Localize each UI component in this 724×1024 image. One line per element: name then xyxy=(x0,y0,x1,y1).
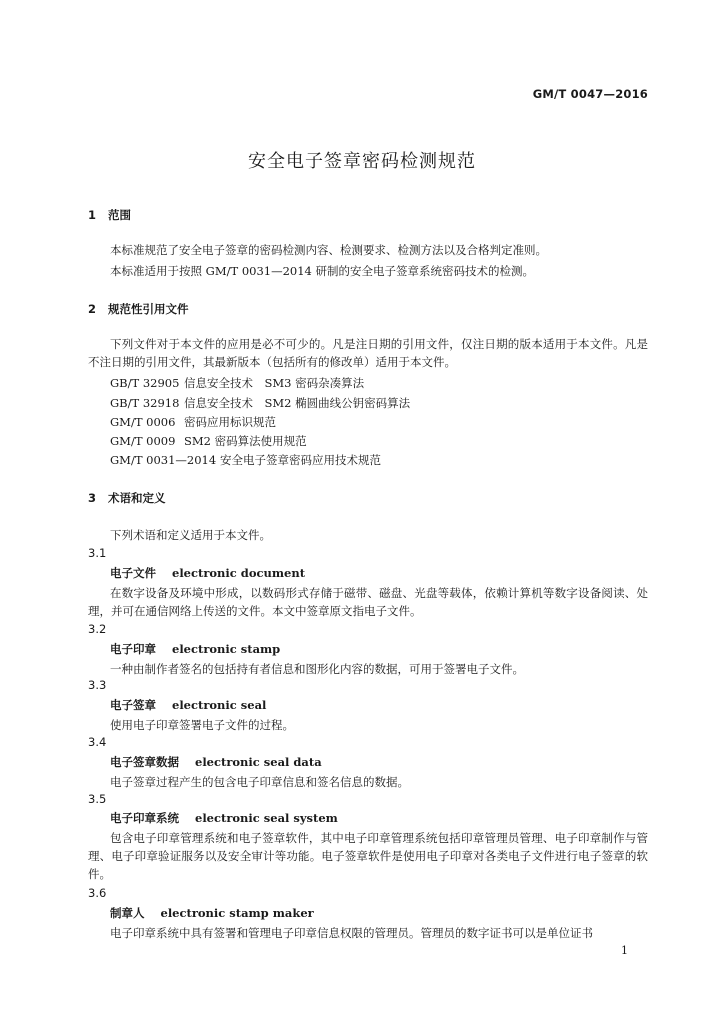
reference-code: GM/T 0006 xyxy=(110,415,176,429)
section-title: 范围 xyxy=(108,208,131,222)
reference-item xyxy=(110,414,276,430)
clause-number: 3.6 xyxy=(88,886,107,900)
term-definition: 一种由制作者签名的包括持有者信息和图形化内容的数据，可用于签署电子文件。 xyxy=(110,662,524,676)
term-en: electronic seal xyxy=(172,698,267,712)
term-en: electronic document xyxy=(172,566,306,580)
term-definition: 电子签章过程产生的包含电子印章信息和签名信息的数据。 xyxy=(110,775,409,789)
term-definition: 使用电子印章签署电子文件的过程。 xyxy=(110,718,294,732)
term-heading xyxy=(110,810,338,826)
reference-item xyxy=(110,375,364,391)
section-heading-scope xyxy=(88,207,131,223)
term-definition: 包含电子印章管理系统和电子签章软件，其中电子印章管理系统包括印章管理员管理、电子印章制作与管理、电子印章验证服务以及安全审计等功能。电子签章软件是使用电子印章对各类电子文件进行电子签章的软件。 xyxy=(88,831,648,881)
section-heading-terms xyxy=(88,490,166,506)
reference-name: 信息安全技术 SM3 密码杂凑算法 xyxy=(184,376,365,390)
reference-name: 安全电子签章密码应用技术规范 xyxy=(220,453,381,467)
section-title: 术语和定义 xyxy=(108,491,166,505)
clause-number: 3.4 xyxy=(88,735,107,749)
section-number: 2 xyxy=(88,302,97,316)
term-definition: 电子印章系统中具有签署和管理电子印章信息权限的管理员。管理员的数字证书可以是单位证书 xyxy=(110,926,593,940)
clause-number: 3.1 xyxy=(88,546,107,560)
clause-number: 3.5 xyxy=(88,792,107,806)
clause-number: 3.2 xyxy=(88,622,107,636)
reference-code: GB/T 32918 xyxy=(110,396,180,410)
terms-intro: 下列术语和定义适用于本文件。 xyxy=(110,528,271,542)
reference-item xyxy=(110,452,381,468)
page-title: 安全电子签章密码检测规范 xyxy=(248,151,476,172)
reference-name: SM2 密码算法使用规范 xyxy=(184,434,307,448)
term-heading xyxy=(110,905,314,921)
term-zh: 制章人 xyxy=(110,906,145,920)
section-title: 规范性引用文件 xyxy=(108,302,189,316)
term-heading xyxy=(110,697,266,713)
term-heading xyxy=(110,565,305,581)
document-code: GM/T 0047—2016 xyxy=(532,87,648,101)
normative-intro: 下列文件对于本文件的应用是必不可少的。凡是注日期的引用文件，仅注日期的版本适用于本文件。凡是不注日期的引用文件，其最新版本（包括所有的修改单）适用于本文件。 xyxy=(88,337,648,369)
term-definition: 在数字设备及环境中形成，以数码形式存储于磁带、磁盘、光盘等载体，依赖计算机等数字设备阅读、处理，并可在通信网络上传送的文件。本文中签章原文指电子文件。 xyxy=(88,586,648,618)
section-heading-normative xyxy=(88,301,189,317)
section-number: 3 xyxy=(88,491,97,505)
clause-number: 3.3 xyxy=(88,678,107,692)
reference-code: GM/T 0009 xyxy=(110,434,176,448)
section-number: 1 xyxy=(88,208,97,222)
reference-name: 信息安全技术 SM2 椭圆曲线公钥密码算法 xyxy=(184,396,411,410)
term-en: electronic seal data xyxy=(195,755,322,769)
term-en: electronic stamp xyxy=(172,642,281,656)
term-zh: 电子签章数据 xyxy=(110,755,179,769)
reference-code: GM/T 0031—2014 xyxy=(110,453,217,467)
scope-paragraph-1: 本标准规范了安全电子签章的密码检测内容、检测要求、检测方法以及合格判定准则。 xyxy=(110,243,547,257)
term-en: electronic stamp maker xyxy=(160,906,314,920)
reference-item xyxy=(110,395,410,411)
term-zh: 电子文件 xyxy=(110,566,156,580)
term-zh: 电子印章 xyxy=(110,642,156,656)
term-zh: 电子印章系统 xyxy=(110,811,179,825)
term-heading xyxy=(110,754,322,770)
term-zh: 电子签章 xyxy=(110,698,156,712)
reference-code: GB/T 32905 xyxy=(110,376,180,390)
reference-item xyxy=(110,433,307,449)
term-heading xyxy=(110,641,280,657)
reference-name: 密码应用标识规范 xyxy=(184,415,276,429)
term-en: electronic seal system xyxy=(195,811,338,825)
scope-paragraph-2: 本标准适用于按照 GM/T 0031—2014 研制的安全电子签章系统密码技术的检测。 xyxy=(110,264,535,278)
page-number: 1 xyxy=(621,944,628,957)
